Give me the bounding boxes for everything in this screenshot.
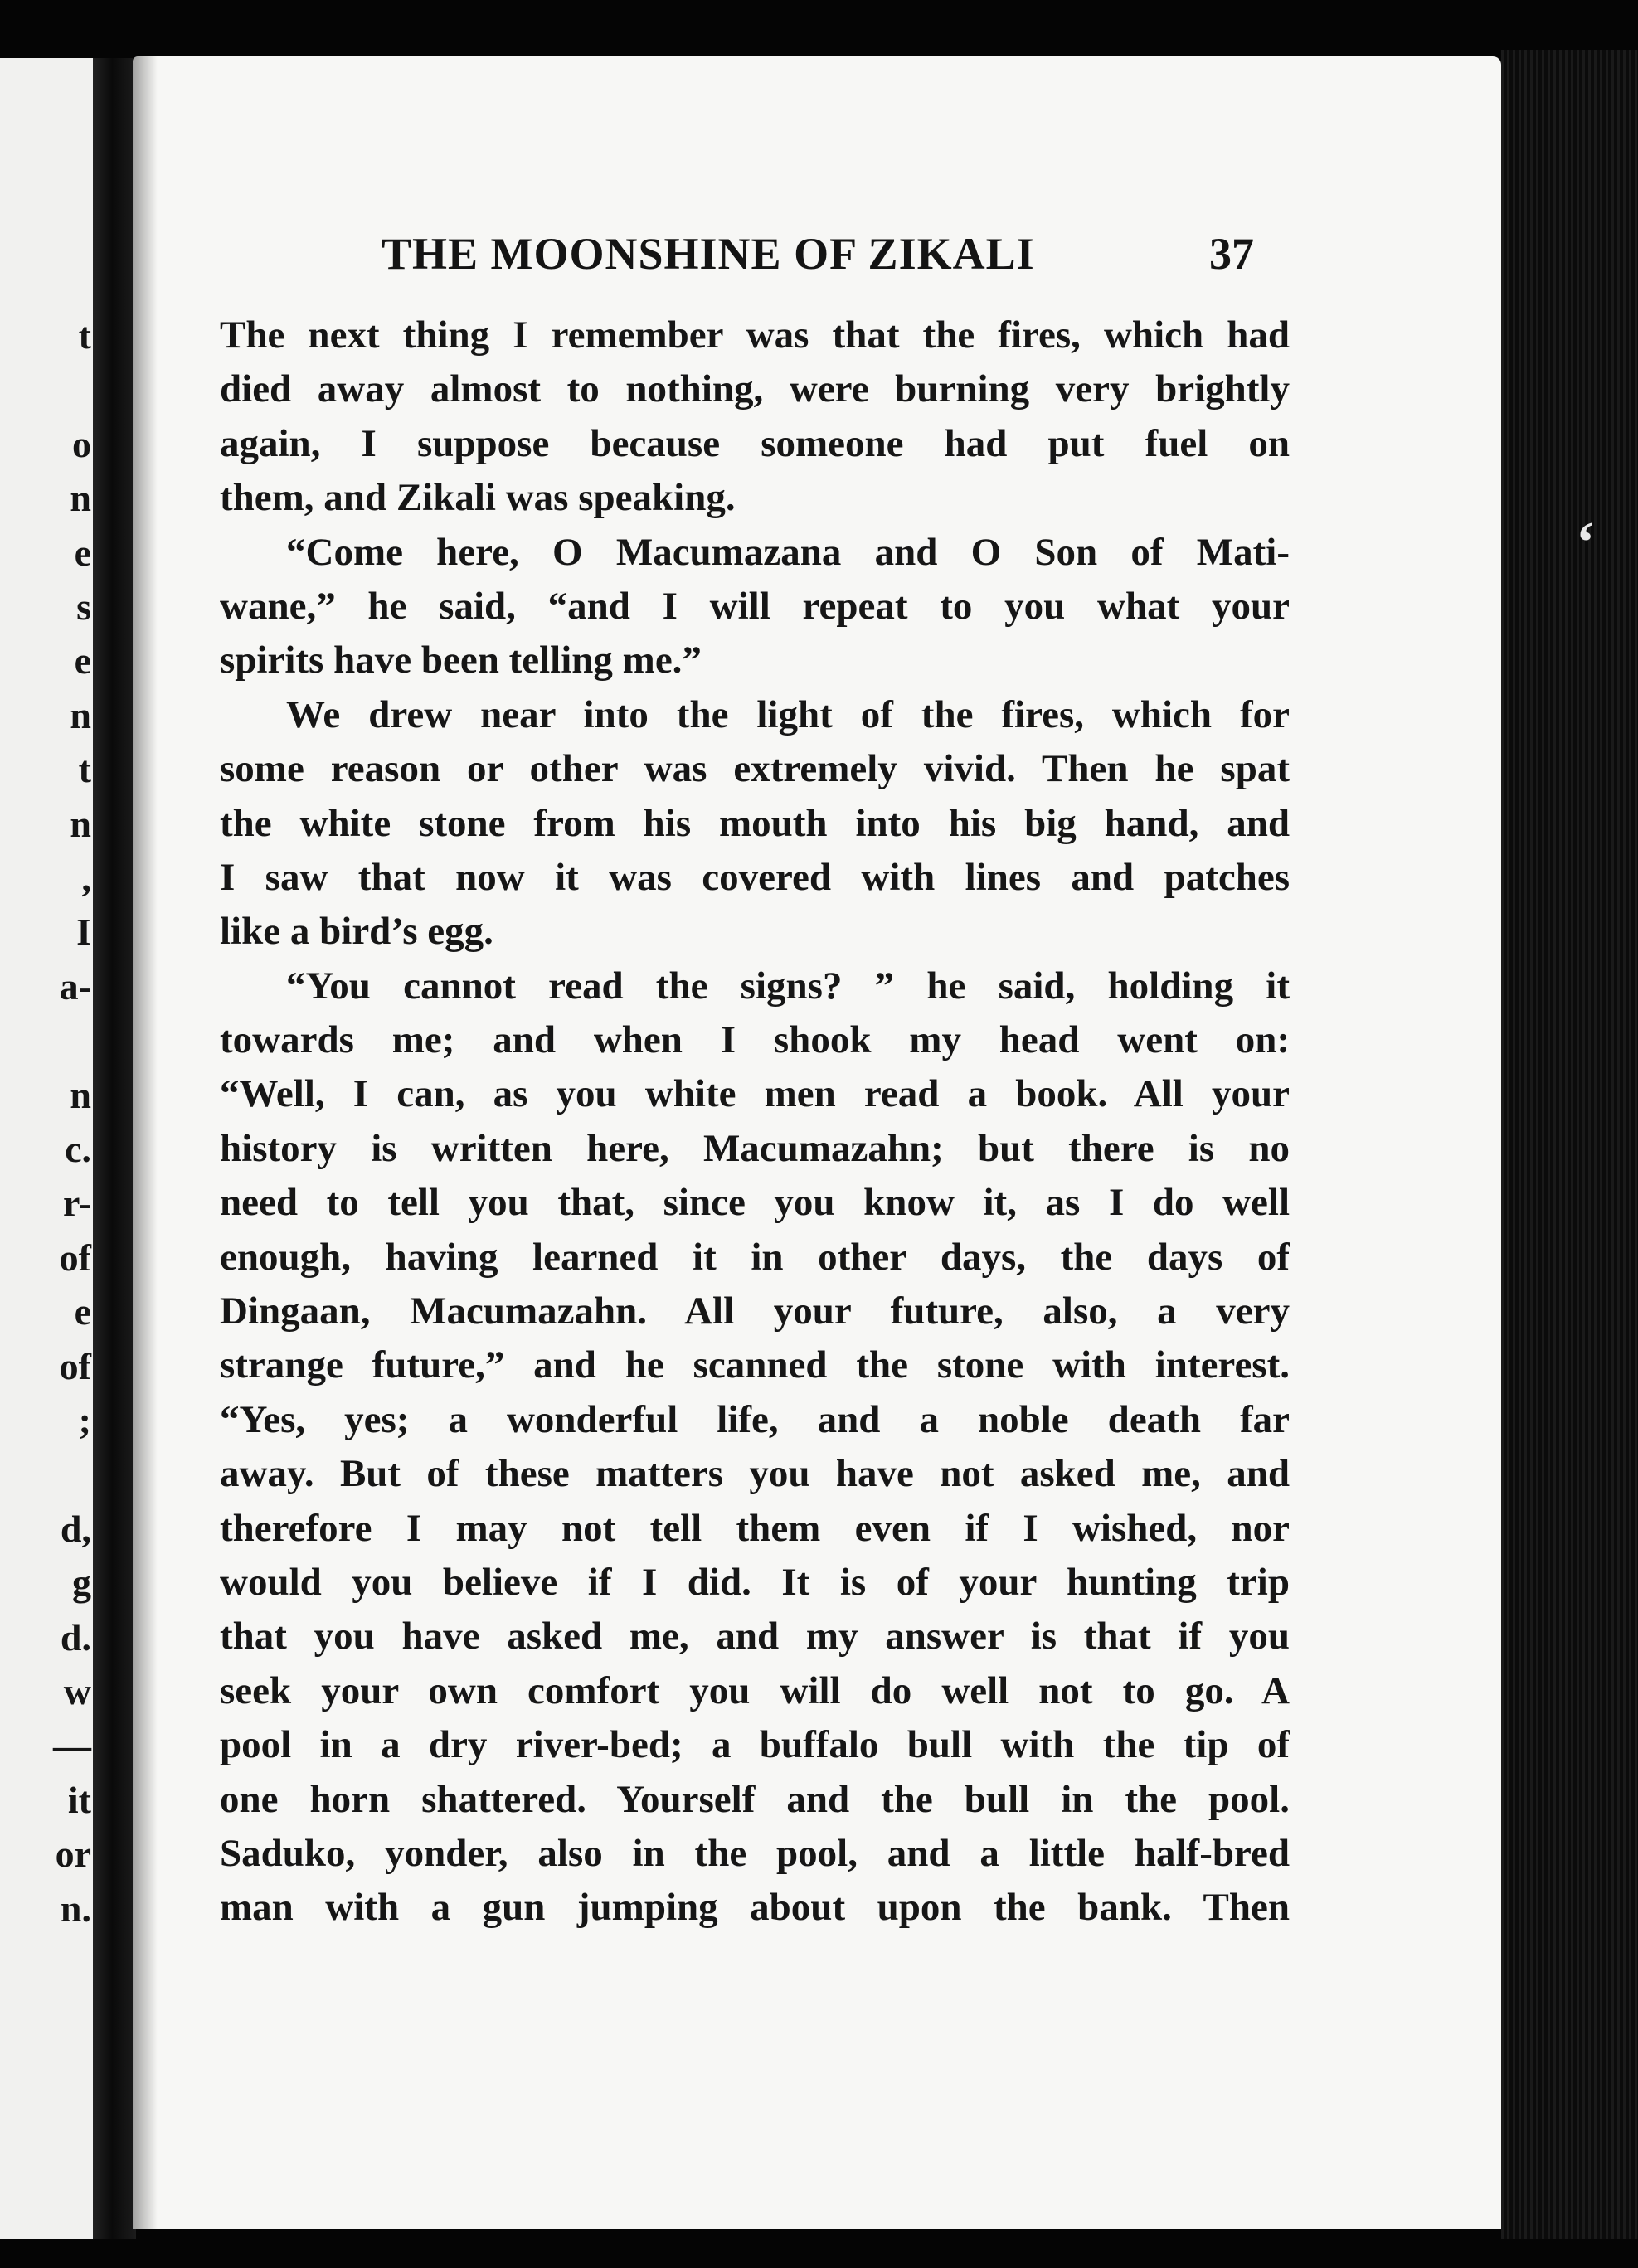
running-head-title: THE MOONSHINE OF ZIKALI bbox=[382, 229, 1035, 279]
text-line: I saw that now it was covered with lines and patches bbox=[220, 855, 1290, 899]
previous-page-fragment: — bbox=[53, 1724, 91, 1767]
text-line: again, I suppose because someone had put fuel on bbox=[220, 421, 1290, 465]
previous-page-fragment: ; bbox=[78, 1399, 91, 1441]
text-line: “Come here, O Macumazana and O Son of Mati- bbox=[286, 530, 1290, 574]
text-line: like a bird’s egg. bbox=[220, 910, 493, 954]
previous-page-fragment: o bbox=[72, 422, 91, 465]
previous-page-fragment: n bbox=[70, 1073, 91, 1116]
text-line: that you have asked me, and my answer is that if you bbox=[220, 1615, 1290, 1659]
text-line: towards me; and when I shook my head went on: bbox=[220, 1018, 1290, 1062]
previous-page-fragment: t bbox=[78, 748, 91, 791]
previous-page-fragment: n bbox=[70, 477, 91, 520]
text-line: seek your own comfort you will do well not to go. A bbox=[220, 1668, 1290, 1712]
previous-page-fragment: e bbox=[74, 639, 91, 682]
page-number: 37 bbox=[1209, 229, 1254, 279]
previous-page-fragment: n. bbox=[60, 1887, 91, 1930]
page-shadow bbox=[133, 56, 158, 2229]
previous-page-fragment: of bbox=[59, 1344, 91, 1387]
text-line: pool in a dry river-bed; a buffalo bull with the tip of bbox=[220, 1723, 1290, 1767]
text-line: We drew near into the light of the fires, which for bbox=[286, 692, 1290, 736]
previous-page-fragment: t bbox=[78, 314, 91, 357]
previous-page-fragment: e bbox=[74, 531, 91, 574]
text-line: would you believe if I did. It is of your hunting trip bbox=[220, 1560, 1290, 1604]
scan-border-bottom bbox=[0, 2239, 1638, 2268]
previous-page-fragment: a- bbox=[59, 964, 91, 1008]
text-line: wane,” he said, “and I will repeat to you what your bbox=[220, 584, 1290, 628]
text-line: the white stone from his mouth into his big hand, and bbox=[220, 801, 1290, 845]
book-edge-pages bbox=[1501, 50, 1638, 2239]
text-line: enough, having learned it in other days, the days of bbox=[220, 1235, 1290, 1279]
text-line: therefore I may not tell them even if I wished, nor bbox=[220, 1506, 1290, 1550]
edge-mark: ‘ bbox=[1576, 511, 1596, 575]
text-line: strange future,” and he scanned the stone with interest. bbox=[220, 1343, 1290, 1387]
previous-page-fragment: n bbox=[70, 693, 91, 736]
previous-page-fragment: n bbox=[70, 802, 91, 845]
text-line: “You cannot read the signs? ” he said, holding it bbox=[286, 964, 1290, 1008]
text-line: them, and Zikali was speaking. bbox=[220, 476, 736, 520]
previous-page-fragment: r- bbox=[62, 1182, 91, 1225]
text-line: spirits have been telling me.” bbox=[220, 639, 702, 682]
previous-page-edge bbox=[0, 58, 98, 2247]
previous-page-fragment: w bbox=[63, 1670, 91, 1712]
text-line: “Well, I can, as you white men read a book. All your bbox=[220, 1072, 1290, 1116]
text-line: away. But of these matters you have not asked me, and bbox=[220, 1452, 1290, 1496]
previous-page-fragment: e bbox=[74, 1290, 91, 1333]
body-text bbox=[220, 308, 1290, 1935]
text-line: Dingaan, Macumazahn. All your future, also, a very bbox=[220, 1289, 1290, 1333]
previous-page-fragment: , bbox=[81, 857, 91, 899]
previous-page-fragment: g bbox=[72, 1561, 91, 1605]
book-gutter bbox=[93, 58, 136, 2247]
text-line: The next thing I remember was that the fires, which had bbox=[220, 313, 1290, 357]
text-line: some reason or other was extremely vivid. Then he spat bbox=[220, 747, 1290, 791]
previous-page-fragment: I bbox=[76, 911, 91, 954]
previous-page-fragment: it bbox=[67, 1778, 91, 1821]
previous-page-fragment: d. bbox=[60, 1615, 91, 1659]
previous-page-fragment: c. bbox=[65, 1128, 91, 1170]
text-line: one horn shattered. Yourself and the bull in the pool. bbox=[220, 1777, 1290, 1821]
previous-page-fragment: or bbox=[55, 1833, 91, 1876]
previous-page-fragment: d, bbox=[60, 1507, 91, 1550]
text-line: died away almost to nothing, were burning very brightly bbox=[220, 367, 1290, 411]
previous-page-fragment: s bbox=[76, 585, 91, 628]
text-line: history is written here, Macumazahn; but there is no bbox=[220, 1126, 1290, 1170]
text-line: man with a gun jumping about upon the bank. Then bbox=[220, 1886, 1290, 1930]
text-line: need to tell you that, since you know it, as I do well bbox=[220, 1181, 1290, 1225]
text-line: Saduko, yonder, also in the pool, and a little half-bred bbox=[220, 1831, 1290, 1875]
text-line: “Yes, yes; a wonderful life, and a noble death far bbox=[220, 1397, 1290, 1441]
previous-page-fragment: of bbox=[59, 1236, 91, 1279]
